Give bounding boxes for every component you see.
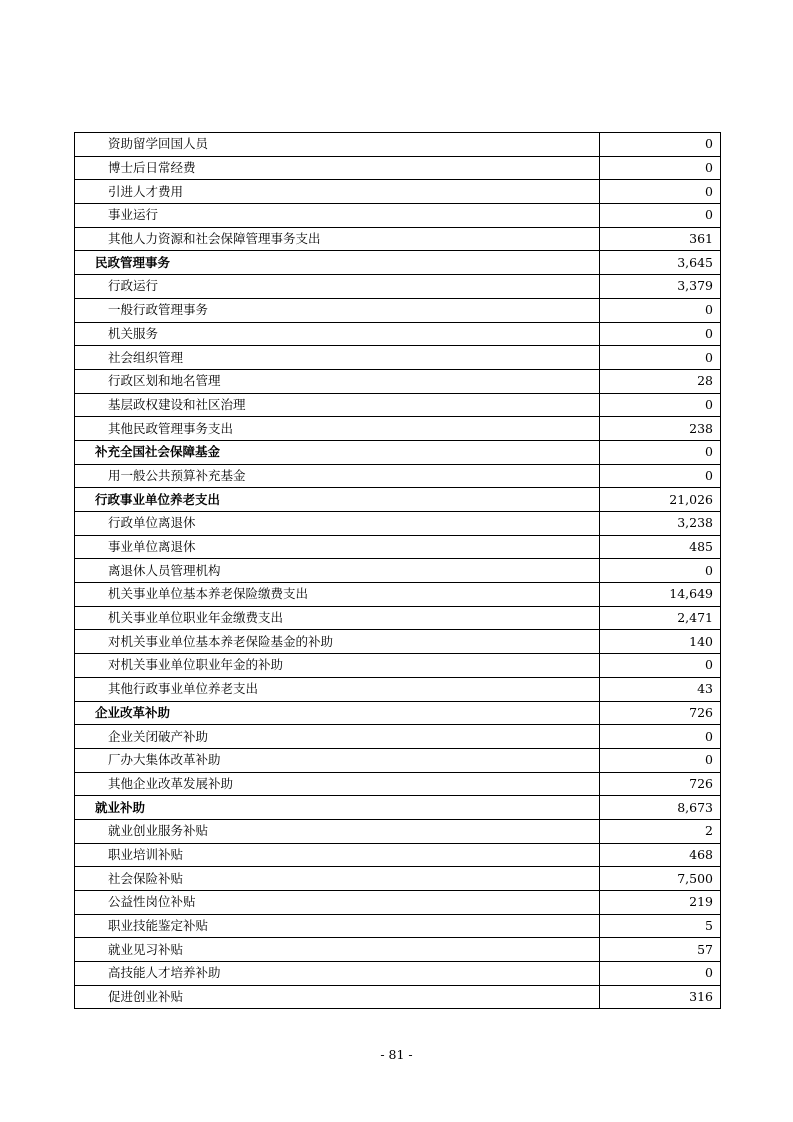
row-value: 3,238 — [600, 512, 721, 536]
row-label: 机关服务 — [75, 322, 600, 346]
table-row — [75, 654, 721, 678]
page-number: - 81 - — [380, 1047, 413, 1062]
table-row — [75, 322, 721, 346]
row-value: 0 — [600, 440, 721, 464]
row-label: 引进人才费用 — [75, 180, 600, 204]
table-row — [75, 133, 721, 157]
table-row — [75, 393, 721, 417]
row-value: 726 — [600, 701, 721, 725]
row-value: 0 — [600, 725, 721, 749]
row-label: 离退休人员管理机构 — [75, 559, 600, 583]
row-label: 一般行政管理事务 — [75, 298, 600, 322]
table-row — [75, 275, 721, 299]
table-row — [75, 369, 721, 393]
row-label: 职业技能鉴定补贴 — [75, 914, 600, 938]
row-value: 140 — [600, 630, 721, 654]
row-value: 28 — [600, 369, 721, 393]
table-row — [75, 180, 721, 204]
row-label: 对机关事业单位基本养老保险基金的补助 — [75, 630, 600, 654]
table-row — [75, 867, 721, 891]
table-row — [75, 725, 721, 749]
row-value: 0 — [600, 346, 721, 370]
table-row — [75, 843, 721, 867]
row-label: 就业创业服务补贴 — [75, 819, 600, 843]
row-label: 企业改革补助 — [75, 701, 600, 725]
row-label: 其他行政事业单位养老支出 — [75, 677, 600, 701]
row-value: 0 — [600, 962, 721, 986]
row-value: 3,379 — [600, 275, 721, 299]
row-label: 就业见习补贴 — [75, 938, 600, 962]
category-row — [75, 701, 721, 725]
row-value: 5 — [600, 914, 721, 938]
row-value: 0 — [600, 654, 721, 678]
row-value: 43 — [600, 677, 721, 701]
row-label: 对机关事业单位职业年金的补助 — [75, 654, 600, 678]
table-row — [75, 298, 721, 322]
row-value: 57 — [600, 938, 721, 962]
table-row — [75, 346, 721, 370]
row-label: 补充全国社会保障基金 — [75, 440, 600, 464]
row-label: 事业单位离退休 — [75, 535, 600, 559]
row-label: 其他人力资源和社会保障管理事务支出 — [75, 227, 600, 251]
table-row — [75, 512, 721, 536]
table-row — [75, 535, 721, 559]
table-row — [75, 606, 721, 630]
row-label: 民政管理事务 — [75, 251, 600, 275]
category-row — [75, 796, 721, 820]
row-label: 其他企业改革发展补助 — [75, 772, 600, 796]
row-value: 485 — [600, 535, 721, 559]
row-label: 高技能人才培养补助 — [75, 962, 600, 986]
table-row — [75, 204, 721, 228]
category-row — [75, 488, 721, 512]
row-value: 8,673 — [600, 796, 721, 820]
row-value: 2,471 — [600, 606, 721, 630]
table-row — [75, 891, 721, 915]
table-row — [75, 914, 721, 938]
table-row — [75, 772, 721, 796]
row-label: 用一般公共预算补充基金 — [75, 464, 600, 488]
row-label: 厂办大集体改革补助 — [75, 748, 600, 772]
table-row — [75, 938, 721, 962]
table-row — [75, 464, 721, 488]
table-row — [75, 227, 721, 251]
row-label: 其他民政管理事务支出 — [75, 417, 600, 441]
row-label: 社会保险补贴 — [75, 867, 600, 891]
row-value: 2 — [600, 819, 721, 843]
table-row — [75, 962, 721, 986]
table-row — [75, 748, 721, 772]
row-value: 726 — [600, 772, 721, 796]
table-row — [75, 630, 721, 654]
row-label: 公益性岗位补贴 — [75, 891, 600, 915]
row-label: 博士后日常经费 — [75, 156, 600, 180]
row-label: 机关事业单位基本养老保险缴费支出 — [75, 583, 600, 607]
row-value: 238 — [600, 417, 721, 441]
row-label: 促进创业补贴 — [75, 985, 600, 1009]
row-value: 0 — [600, 748, 721, 772]
category-row — [75, 251, 721, 275]
row-value: 0 — [600, 133, 721, 157]
table-row — [75, 583, 721, 607]
budget-table — [74, 132, 721, 1009]
table-row — [75, 417, 721, 441]
row-label: 行政运行 — [75, 275, 600, 299]
row-value: 316 — [600, 985, 721, 1009]
row-value: 0 — [600, 559, 721, 583]
row-value: 0 — [600, 156, 721, 180]
row-value: 0 — [600, 322, 721, 346]
row-label: 企业关闭破产补助 — [75, 725, 600, 749]
row-label: 机关事业单位职业年金缴费支出 — [75, 606, 600, 630]
row-label: 就业补助 — [75, 796, 600, 820]
row-value: 0 — [600, 180, 721, 204]
row-value: 0 — [600, 393, 721, 417]
table-row — [75, 819, 721, 843]
row-value: 468 — [600, 843, 721, 867]
row-label: 基层政权建设和社区治理 — [75, 393, 600, 417]
table-row — [75, 559, 721, 583]
row-label: 行政单位离退休 — [75, 512, 600, 536]
row-value: 21,026 — [600, 488, 721, 512]
row-value: 361 — [600, 227, 721, 251]
table-row — [75, 985, 721, 1009]
category-row — [75, 440, 721, 464]
row-value: 0 — [600, 464, 721, 488]
row-label: 社会组织管理 — [75, 346, 600, 370]
row-value: 14,649 — [600, 583, 721, 607]
row-label: 资助留学回国人员 — [75, 133, 600, 157]
row-label: 行政事业单位养老支出 — [75, 488, 600, 512]
table-row — [75, 156, 721, 180]
table-row — [75, 677, 721, 701]
row-label: 事业运行 — [75, 204, 600, 228]
table-body — [75, 133, 721, 1009]
row-value: 0 — [600, 204, 721, 228]
row-value: 3,645 — [600, 251, 721, 275]
row-value: 0 — [600, 298, 721, 322]
row-label: 行政区划和地名管理 — [75, 369, 600, 393]
row-value: 7,500 — [600, 867, 721, 891]
row-label: 职业培训补贴 — [75, 843, 600, 867]
row-value: 219 — [600, 891, 721, 915]
